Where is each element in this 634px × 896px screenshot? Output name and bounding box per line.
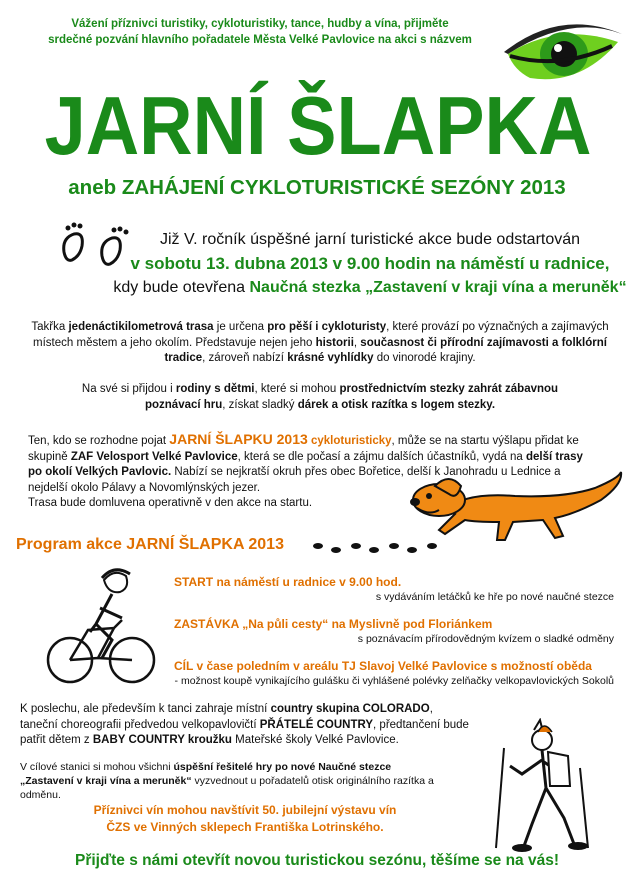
lead-line-1: Již V. ročník úspěšné jarní turistické akce bude odstartován bbox=[159, 231, 581, 248]
intro-text bbox=[20, 16, 500, 48]
paragraph-cycling: Ten, kdo se rozhodne pojat JARNÍ ŠLAPKU 2013 cykloturisticky, může se na startu výšlapu přidat ke skupině ZAF Velosport Velké Pavlovice, která se dle počasí a zájmu dalších účastníků, vydá na delší trasy po okolí Velkých Pavlovic. Nabízí se nejkratší okruh přes obec Bořetice, delší k Janohradu u Lednice a nejdelší okolo Pálavy a Novomlýnských jezer. Trasa bude domluvena operativně v den akce na startu. bbox=[28, 431, 583, 509]
event-stop-heading: ZASTÁVKA „Na půli cesty“ na Myslivně pod Floriánkem bbox=[174, 617, 493, 631]
paw-trail-icon bbox=[312, 538, 452, 558]
paragraph-music: K poslechu, ale především k tanci zahraje místní country skupina COLORADO, taneční choreografii předvedou velkopavlovičtí PŘÁTELÉ COUNTRY, předtančení bude patřit dětem z BABY COUNTRY kroužku Mateřské školy Velké Pavlovice. bbox=[20, 703, 469, 746]
event-start-heading: START na náměstí u radnice v 9.00 hod. bbox=[174, 575, 402, 589]
lead-line-3: kdy bude otevřena Naučná stezka „Zastavení v kraji vína a meruněk“ bbox=[113, 279, 627, 296]
event-stop bbox=[174, 617, 614, 647]
event-finish bbox=[174, 659, 614, 689]
eye-logo-icon bbox=[500, 8, 626, 86]
paragraph-families: Na své si přijdou i rodiny s dětmi, které si mohou prostřednictvím stezky zahrát zábavnou poznávací hru, získat sladký dárek a otisk razítka s logem stezky. bbox=[81, 383, 559, 411]
event-start bbox=[174, 575, 614, 605]
cyclist-illustration-icon bbox=[42, 560, 162, 690]
paragraph-wine: Příznivci vín mohou navštívit 50. jubilejní výstavu vín ČZS ve Vinných sklepech Františka Lotrinského. bbox=[93, 803, 397, 834]
program-title: Program akce JARNÍ ŠLAPKA 2013 bbox=[16, 536, 284, 553]
event-finish-heading: CÍL v čase poledním v areálu TJ Slavoj Velké Pavlovice s možností oběda bbox=[174, 659, 592, 673]
intro-line-1: Vážení příznivci turistiky, cykloturistiky, tance, hudby a vína, přijměte bbox=[71, 18, 449, 30]
event-stop-desc: s poznávacím přírodovědným kvízem o sladké odměny bbox=[357, 633, 614, 645]
lead-text bbox=[110, 228, 630, 300]
subtitle: aneb ZAHÁJENÍ CYKLOTURISTICKÉ SEZÓNY 2013 bbox=[68, 176, 566, 199]
lead-line-2: v sobotu 13. dubna 2013 v 9.00 hodin na náměstí u radnice, bbox=[130, 254, 610, 273]
event-start-desc: s vydáváním letáčků ke hře po nové naučné stezce bbox=[375, 591, 614, 603]
paragraph-reward: V cílové stanici si mohou všichni úspěšní řešitelé hry po nové Naučné stezce „Zastavení v kraji vína a meruněk“ vyzvednout u pořadatelů otisk originálního razítka a odměnu. bbox=[20, 761, 434, 801]
main-title: JARNÍ ŠLAPKA bbox=[44, 79, 592, 173]
event-finish-desc: - možnost koupě vynikajícího gulášku či vyhlášené polévky zelňačky velkopavlovických Sokolů bbox=[174, 675, 614, 687]
closing-text: Přijďte s námi otevřít novou turistickou sezónu, těšíme se na vás! bbox=[74, 852, 560, 869]
hiker-illustration-icon bbox=[484, 718, 604, 854]
intro-line-2: srdečné pozvání hlavního pořadatele Města Velké Pavlovice na akci s názvem bbox=[48, 34, 472, 46]
paragraph-trail: Takřka jedenáctikilometrová trasa je určena pro pěší i cykloturisty, které provází po význačných a zajímavých místech městem a jeho okolím. Představuje nejen jeho historii, současnost či přírodní zajímavosti a folklórní tradice, zároveň nabízí krásné vyhlídky do vinorodé krajiny. bbox=[31, 321, 609, 364]
dog-illustration-icon bbox=[405, 470, 627, 548]
